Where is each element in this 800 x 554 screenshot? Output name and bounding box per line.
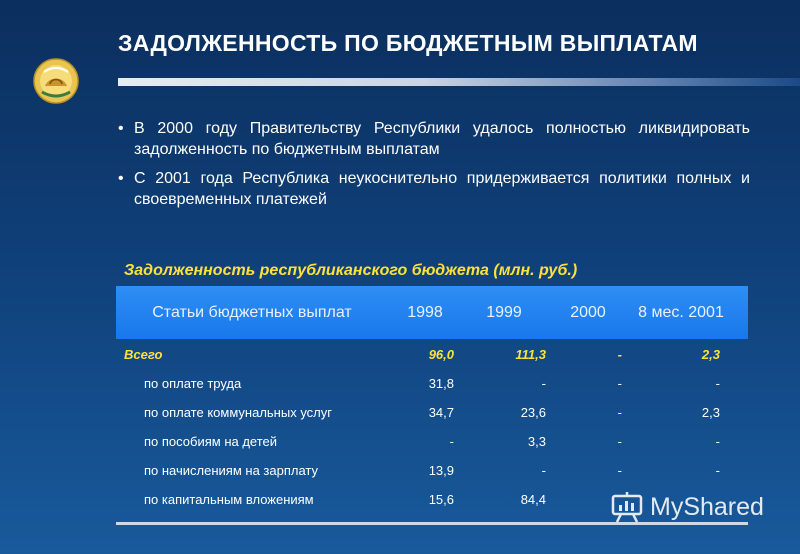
table-cell: по оплате коммунальных услуг [144,405,332,420]
title-underline [118,78,800,86]
table-row [116,427,748,456]
table-cell: 34,7 [428,405,454,420]
header-cell: 1999 [486,303,522,321]
bullet-text: С 2001 года Республика неукоснительно придерживается политики полных и своевременных платежей [134,170,750,208]
bullet-marker: • [118,120,124,137]
table-row-total [116,339,748,369]
table-cell: - [715,434,720,449]
table-caption: Задолженность республиканского бюджета (млн. руб.) [124,262,578,279]
table-cell: по оплате труда [144,376,242,391]
header-cell: Статьи бюджетных выплат [152,303,352,321]
watermark [610,490,764,524]
table-cell: по капитальным вложениям [144,492,314,507]
table-cell: - [617,376,622,391]
table-cell: по начислениям на зарплату [144,463,318,478]
header-cell: 2000 [570,303,606,321]
table-cell: - [541,463,546,478]
header-cell: 8 мес. 2001 [638,303,724,321]
debt-table [116,286,748,514]
bullet-list [118,118,750,218]
table-cell: - [541,376,546,391]
table-cell: 2,3 [701,346,720,362]
table-cell: - [617,463,622,478]
bullet-text: В 2000 году Правительству Республики удалось полностью ликвидировать задолженность по бюджетным выплатам [134,120,750,158]
table-cell: 3,3 [527,434,546,449]
presentation-board-icon [610,490,644,524]
table-cell: 13,9 [428,463,454,478]
bullet-marker: • [118,170,124,187]
bullet-item [118,168,750,210]
table-row [116,398,748,427]
table-cell: 111,3 [515,346,546,362]
table-cell: - [715,376,720,391]
bullet-item [118,118,750,160]
table-cell: 31,8 [428,376,454,391]
slide-title: ЗАДОЛЖЕННОСТЬ ПО БЮДЖЕТНЫМ ВЫПЛАТАМ [118,30,698,56]
table-row [116,456,748,485]
table-cell: Всего [124,346,163,362]
table-cell: по пособиям на детей [144,434,278,449]
table-cell: 2,3 [701,405,720,420]
table-cell: - [617,405,622,420]
table-cell: - [715,463,720,478]
watermark-text: MyShared [650,492,764,521]
table-cell: 84,4 [520,492,546,507]
bashkortostan-emblem-icon [33,58,79,104]
table-cell: 15,6 [428,492,454,507]
table-cell: - [617,434,622,449]
table-row [116,369,748,398]
table-cell: - [617,346,622,362]
table-cell: 96,0 [428,346,454,362]
table-cell: 23,6 [520,405,546,420]
table-header-row [116,286,748,339]
table-cell: - [449,434,454,449]
header-cell: 1998 [407,303,443,321]
